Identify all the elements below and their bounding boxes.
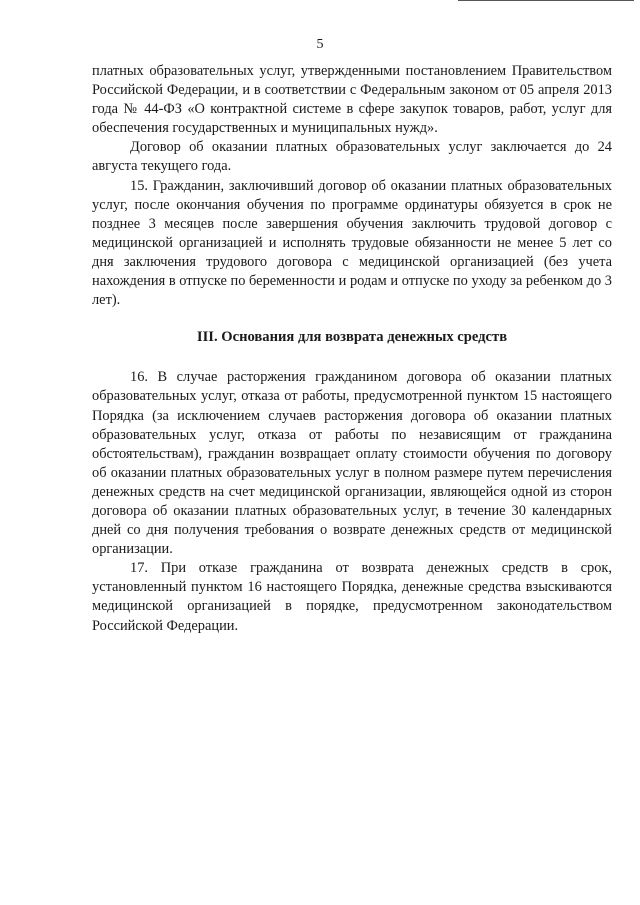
- page-number: 5: [316, 37, 324, 52]
- paragraph-contract-deadline: Договор об оказании платных образовательных услуг заключается до 24 августа текущего года.: [92, 139, 612, 175]
- paragraph-item-15: 15. Гражданин, заключивший договор об оказании платных образовательных услуг, после окончания обучения по программе ординатуры обязуется в срок не позднее 3 месяцев после завершения обучения заключить трудовой договор с медицинской организацией и исполнять трудовые обязанности не менее 5 лет со дня заключения трудового договора с медицинской организацией (без учета нахождения в отпуске по беременности и родам и отпуске по уходу за ребенком до 3 лет).: [92, 177, 612, 309]
- paragraph-continuation: платных образовательных услуг, утвержденными постановлением Правительством Российской Федерации, и в соответствии с Федеральным законом от 05 апреля 2013 года № 44-ФЗ «О контрактной системе в сфере закупок товаров, работ, услуг для обеспечения государственных и муниципальных нужд».: [92, 63, 612, 137]
- top-rule: [458, 0, 634, 1]
- section-heading: III. Основания для возврата денежных средств: [196, 329, 508, 346]
- document-body: [92, 62, 612, 636]
- paragraph-item-16: 16. В случае расторжения гражданином договора об оказании платных образовательных услуг, отказа от работы, предусмотренной пунктом 15 настоящего Порядка (за исключением случаев расторжения договора об оказании платных образовательных услуг, отказа от работы по независящим от гражданина обстоятельствам), гражданин возвращает оплату стоимости обучения по договору об оказании платных образовательных услуг в полном размере путем перечисления денежных средств на счет медицинской организации, являющейся одной из сторон договора об оказании платных образовательных услуг, в течение 30 календарных дней со дня получения требования о возврате денежных средств от медицинской организации.: [92, 369, 612, 558]
- paragraph-item-17: 17. При отказе гражданина от возврата денежных средств в срок, установленный пунктом 16 настоящего Порядка, денежные средства взыскиваются медицинской организацией в порядке, предусмотренном законодательством Российской Федерации.: [92, 560, 612, 634]
